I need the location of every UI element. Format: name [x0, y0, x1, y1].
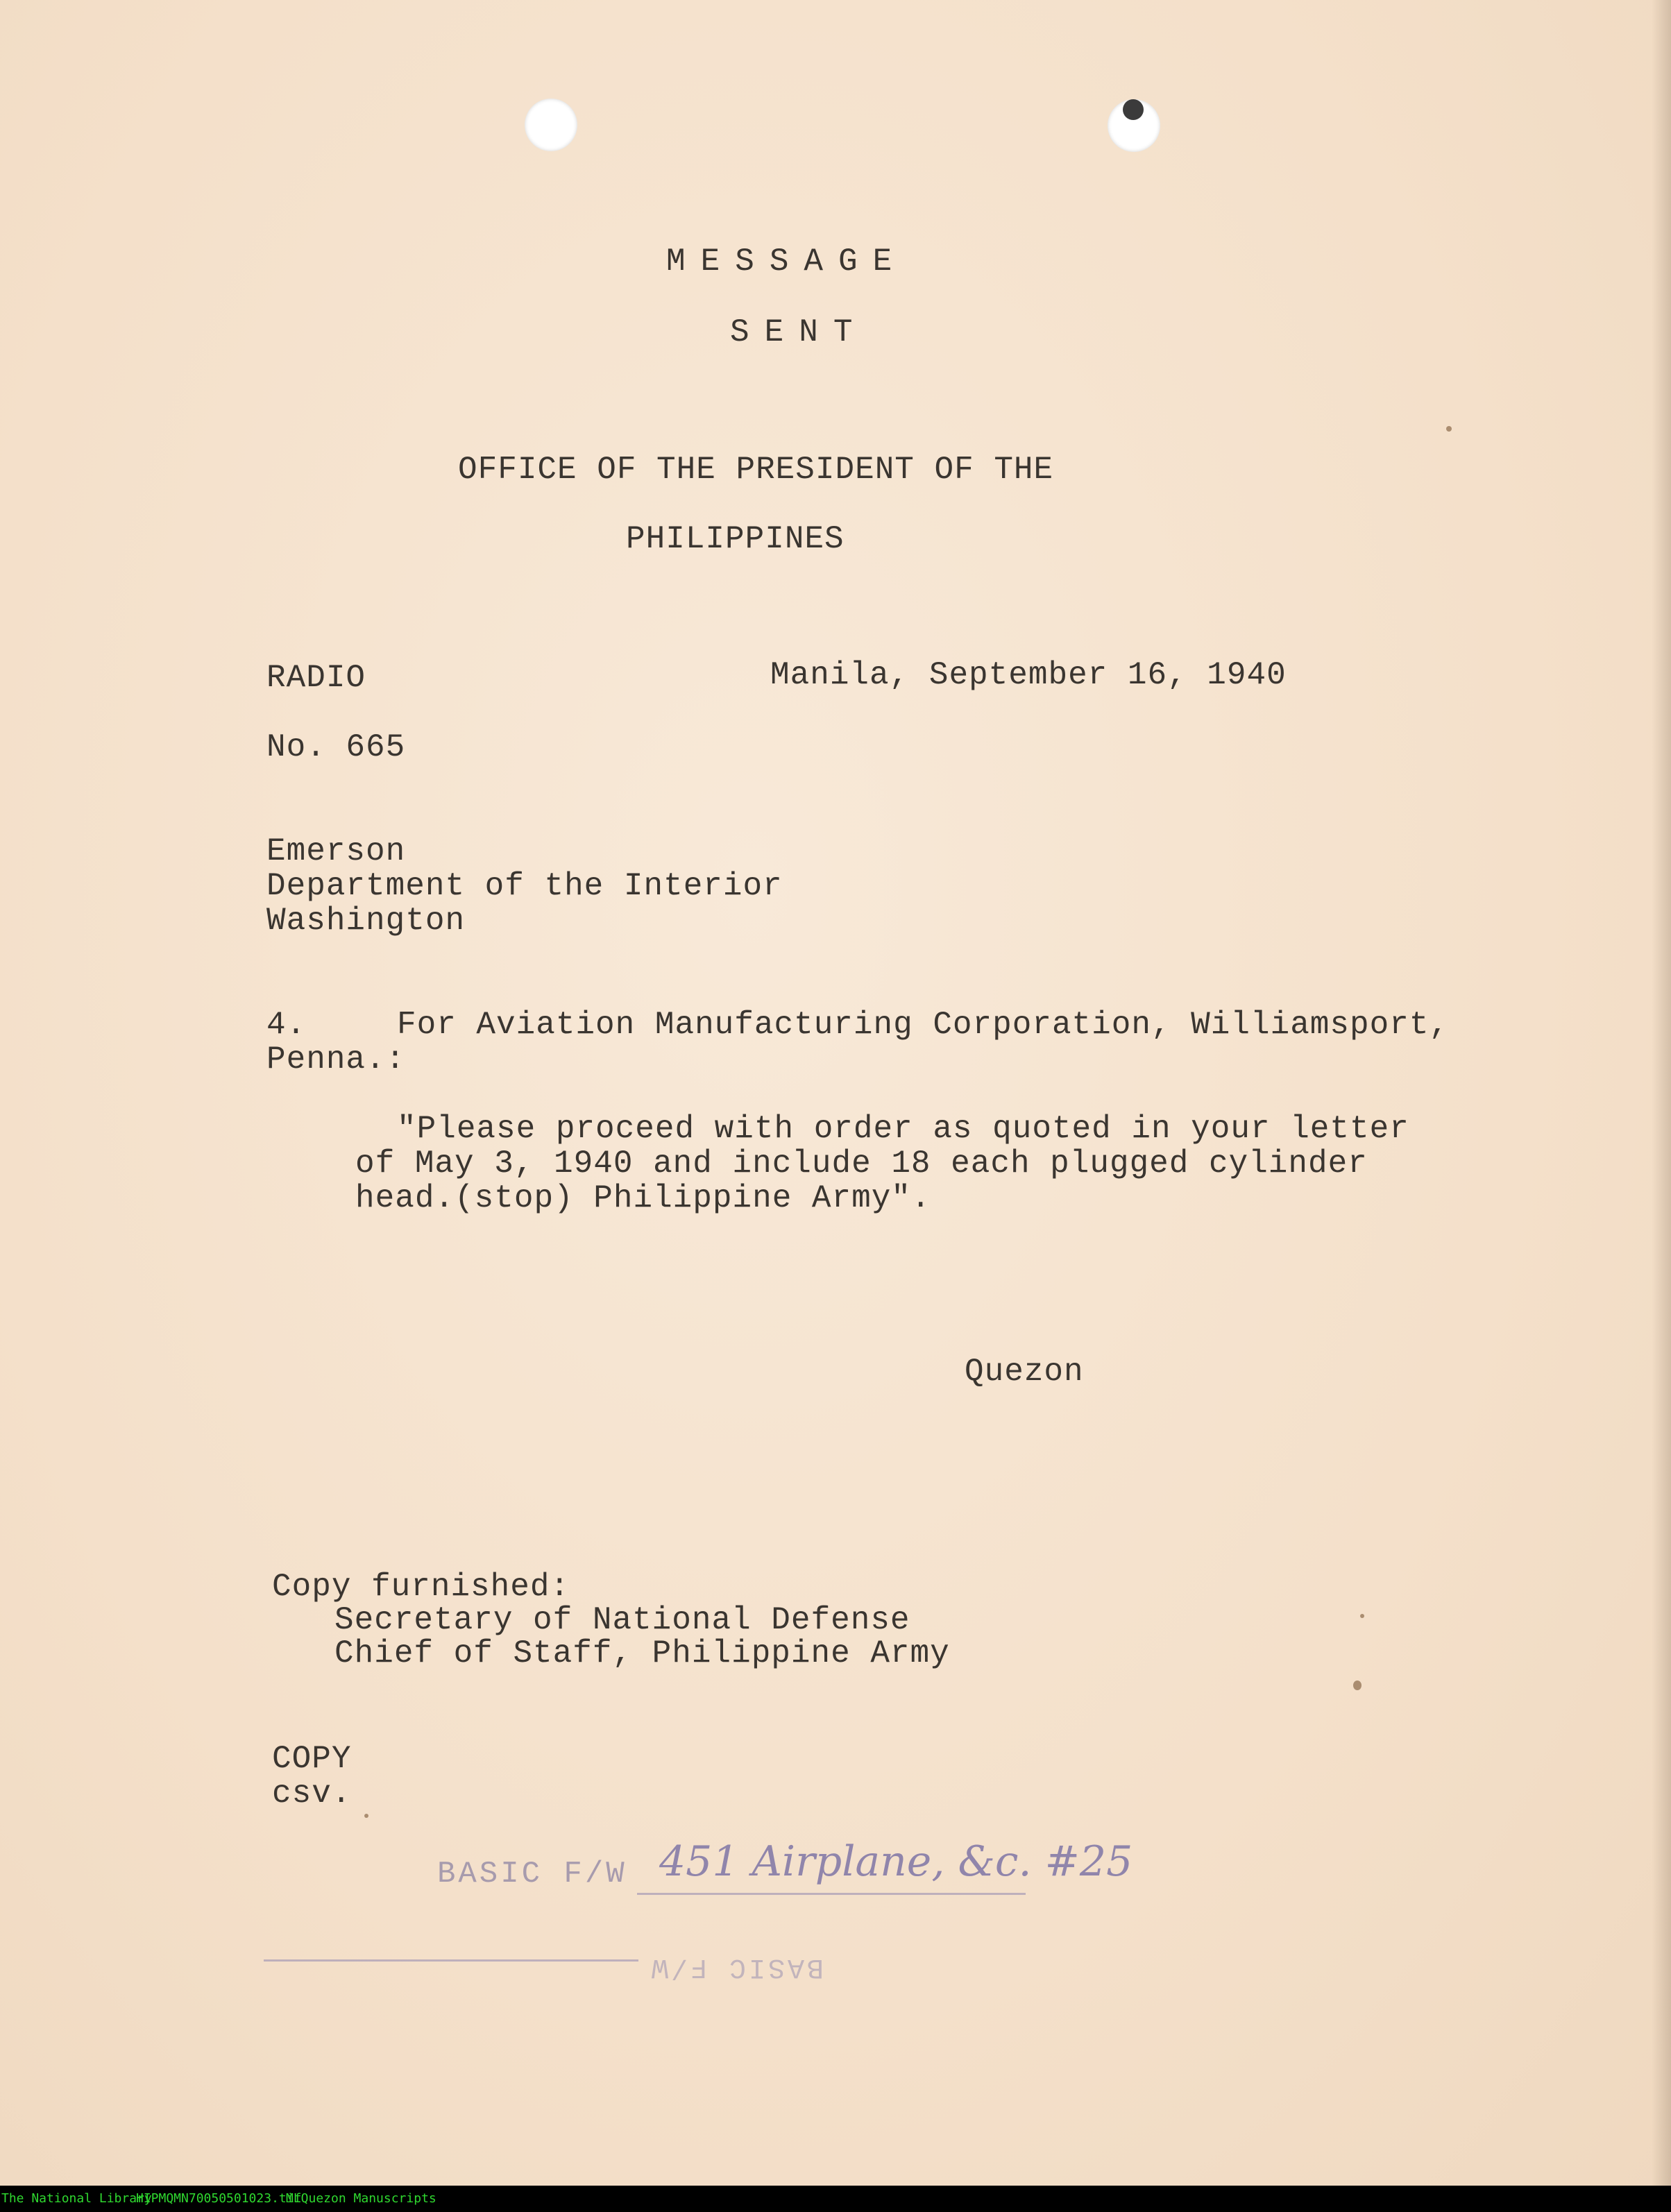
quote-line-1: "Please proceed with order as quoted in your letter — [397, 1111, 1409, 1147]
signature: Quezon — [965, 1354, 1084, 1390]
paper-edge-shadow — [1652, 0, 1671, 2186]
addressee-department: Department of the Interior — [266, 868, 783, 904]
paper-speck — [364, 1814, 368, 1818]
header-message: MESSAGE — [666, 244, 908, 280]
quote-line-3: head.(stop) Philippine Army". — [355, 1180, 931, 1216]
punch-hole — [525, 99, 577, 151]
filing-stamp: BASIC F/W — [437, 1857, 627, 1891]
header-sent: SENT — [730, 314, 868, 350]
stamp-ghost-line — [264, 1959, 638, 1962]
stamp-underline — [637, 1893, 1026, 1895]
addressee-name: Emerson — [266, 833, 406, 869]
copy-furnished-label: Copy furnished: — [272, 1569, 570, 1605]
addressee-city: Washington — [266, 903, 466, 939]
punch-hole-tear — [1123, 99, 1144, 120]
punch-hole — [1108, 99, 1160, 152]
copy-recipient-1: Secretary of National Defense — [334, 1602, 910, 1638]
copy-recipient-2: Chief of Staff, Philippine Army — [334, 1635, 950, 1671]
paper-speck — [1446, 426, 1452, 432]
message-type: RADIO — [266, 660, 366, 696]
office-line-1: OFFICE OF THE PRESIDENT OF THE — [458, 452, 1054, 488]
paper-speck — [1353, 1681, 1362, 1690]
item-number: 4. — [266, 1007, 307, 1043]
place-date: Manila, September 16, 1940 — [770, 657, 1287, 693]
office-line-2: PHILIPPINES — [626, 521, 845, 557]
scan-footer-bar — [0, 2186, 1671, 2212]
footer-file: HIPMQMN70050501023.tif — [136, 2191, 302, 2206]
quote-line-2: of May 3, 1940 and include 18 each plugged cylinder — [355, 1146, 1368, 1182]
copy-mark: COPY — [272, 1741, 352, 1777]
footer-library: The National Library — [1, 2191, 152, 2206]
typist-initials: csv. — [272, 1776, 352, 1812]
body-line-1: For Aviation Manufacturing Corporation, Williamsport, — [397, 1007, 1450, 1043]
filing-handwritten-note: 451 Airplane, &c. #25 — [659, 1837, 1133, 1886]
paper-speck — [1360, 1614, 1364, 1618]
filing-stamp-offset: BASIC F/W — [649, 1951, 824, 1982]
body-line-2: Penna.: — [266, 1041, 406, 1078]
message-number: No. 665 — [266, 729, 406, 765]
footer-collection: MLQuezon Manuscripts — [286, 2191, 436, 2206]
